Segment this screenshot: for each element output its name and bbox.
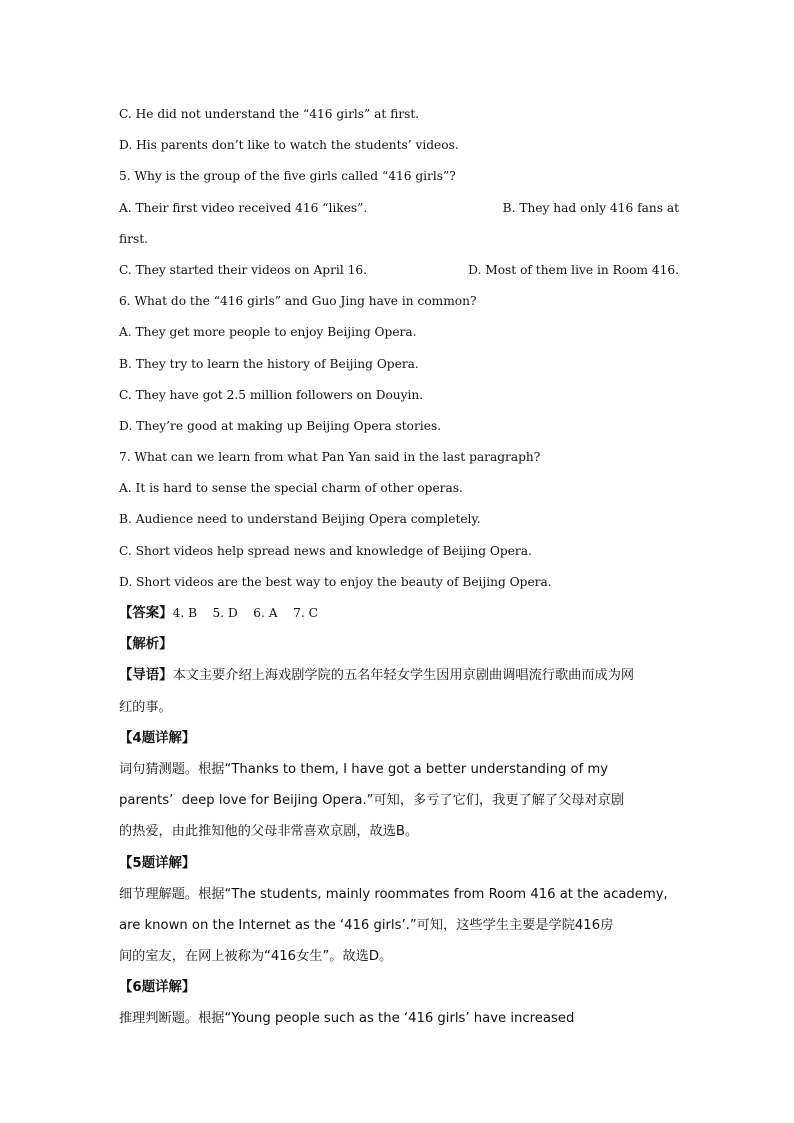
answer-label: 【答案】 <box>119 606 173 621</box>
q4-option-d: D. His parents don’t like to watch the students’ videos. <box>119 138 459 153</box>
q4-detail-line-2: parents’ deep love for Beijing Opera.”可知，多亏了它们，我更了解了父母对京剧 <box>119 793 625 809</box>
guide-line-2: 红的事。 <box>119 699 172 715</box>
q5-option-b-continued: first. <box>119 231 148 246</box>
q6-option-d: D. They’re good at making up Beijing Opera stories. <box>119 418 442 433</box>
q5-detail-line-1: 细节理解题。根据“The students, mainly roommates from Room 416 at the academy, <box>119 886 668 902</box>
q4-option-c: C. He did not understand the “416 girls” at first. <box>119 107 420 121</box>
q5-detail-line-2: are known on the Internet as the ‘416 girls’.”可知，这些学生主要是学院416房 <box>119 917 614 933</box>
q6-option-b: B. They try to learn the history of Beijing Opera. <box>119 356 419 371</box>
page-content <box>119 99 679 1035</box>
q5-detail-heading: 【5题详解】 <box>119 855 196 871</box>
answer-text: 4. B 5. D 6. A 7. C <box>172 606 318 620</box>
q5-option-c: C. They started their videos on April 16. <box>119 262 367 277</box>
q5-detail-line-3: 间的室友，在网上被称为“416女生”。故选D。 <box>119 949 393 965</box>
q7-option-b: B. Audience need to understand Beijing Opera completely. <box>119 512 481 527</box>
q6-detail-heading: 【6题详解】 <box>119 980 196 996</box>
guide-line-1 <box>119 660 679 691</box>
q5-stem: 5. Why is the group of the five girls called “416 girls”? <box>119 169 456 184</box>
q4-detail-heading: 【4题详解】 <box>119 730 196 746</box>
guide-label: 【导语】 <box>119 668 173 684</box>
guide-text-1: 本文主要介绍上海戏剧学院的五名年轻女学生因用京剧曲调唱流行歌曲而成为网 <box>172 668 635 684</box>
q4-detail-line-1: 词句猜测题。根据“Thanks to them, I have got a better understanding of my <box>119 761 609 777</box>
q7-option-d: D. Short videos are the best way to enjoy the beauty of Beijing Opera. <box>119 574 552 589</box>
analysis-heading: 【解析】 <box>119 637 173 653</box>
q6-option-a: A. They get more people to enjoy Beijing Opera. <box>119 325 417 340</box>
q5-option-b: B. They had only 416 fans at <box>502 200 679 215</box>
q6-option-c: C. They have got 2.5 million followers on Douyin. <box>119 387 424 402</box>
q6-stem: 6. What do the “416 girls” and Guo Jing have in common? <box>119 294 477 309</box>
q5-options-ab <box>119 193 679 224</box>
q5-options-cd <box>119 255 679 286</box>
q7-option-a: A. It is hard to sense the special charm of other operas. <box>119 481 463 496</box>
q7-option-c: C. Short videos help spread news and knowledge of Beijing Opera. <box>119 543 532 558</box>
q5-option-a: A. Their first video received 416 “likes”. <box>119 200 368 215</box>
q4-detail-line-3: 的热爱，由此推知他的父母非常喜欢京剧，故选B。 <box>119 824 419 840</box>
q5-option-d: D. Most of them live in Room 416. <box>468 262 679 277</box>
q7-stem: 7. What can we learn from what Pan Yan said in the last paragraph? <box>119 450 541 465</box>
q6-detail-line-1: 推理判断题。根据“Young people such as the ‘416 girls’ have increased <box>119 1011 575 1027</box>
answer-line <box>119 598 679 629</box>
